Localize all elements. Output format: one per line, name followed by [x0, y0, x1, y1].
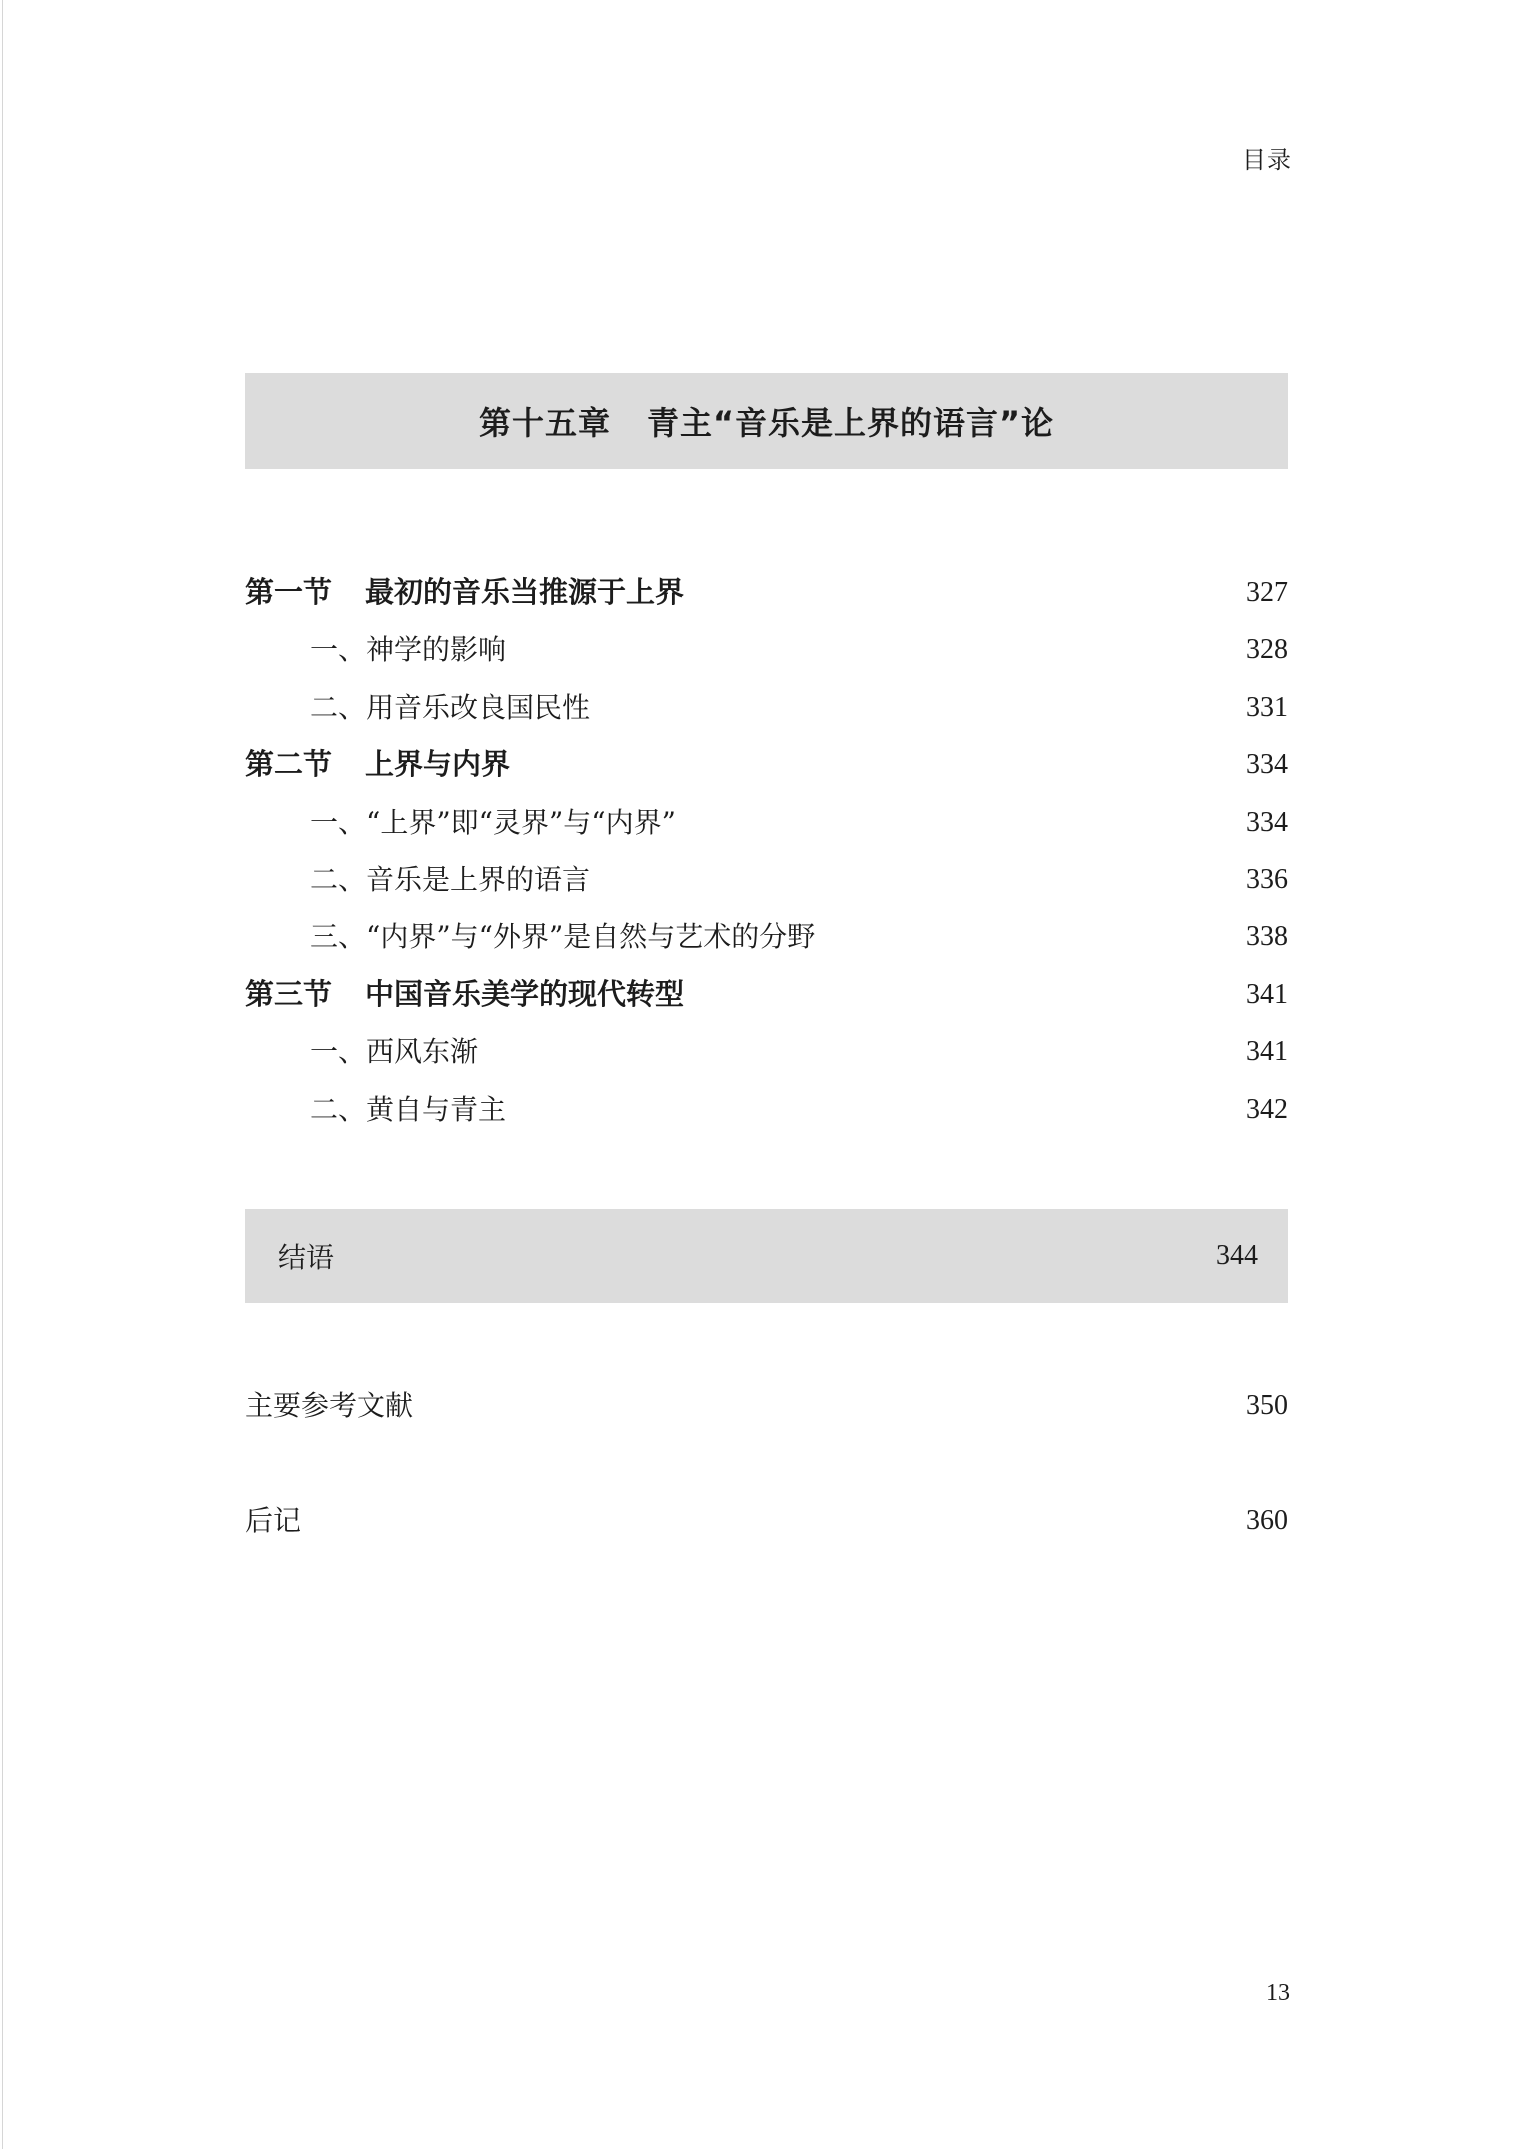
section-title: 中国音乐美学的现代转型 [365, 976, 685, 1011]
item-title: 二、黄自与青主 [310, 1092, 507, 1126]
toc-item-row [245, 1023, 1288, 1080]
references-row [245, 1377, 1288, 1434]
toc-section-row [245, 564, 1288, 621]
item-page-number: 331 [1246, 691, 1288, 723]
section-title: 上界与内界 [365, 747, 511, 782]
toc-section-row [245, 736, 1288, 793]
afterword-page-number: 360 [1246, 1505, 1288, 1536]
section-title: 最初的音乐当推源于上界 [365, 575, 685, 609]
running-header: 目录 [1242, 146, 1292, 174]
conclusion-banner [245, 1209, 1288, 1303]
item-page-number: 338 [1246, 921, 1288, 953]
toc-item-row [245, 621, 1288, 678]
toc-item-row [245, 794, 1288, 851]
toc-item-row [245, 1081, 1288, 1138]
afterword-row [245, 1492, 1288, 1549]
chapter-title: 青主“音乐是上界的语言”论 [646, 404, 1055, 442]
afterword-title: 后记 [245, 1504, 302, 1537]
toc-item-row [245, 908, 1288, 965]
item-title: 三、“内界”与“外界”是自然与艺术的分野 [310, 920, 816, 954]
chapter-number: 第十五章 [478, 404, 611, 442]
section-number: 第三节 [245, 976, 333, 1011]
footer-page-number: 13 [1266, 1980, 1290, 2006]
toc-item-row [245, 679, 1288, 736]
section-page-number: 334 [1246, 749, 1288, 781]
item-title: 一、神学的影响 [310, 633, 507, 667]
section-number: 第一节 [245, 575, 333, 609]
section-page-number: 341 [1246, 978, 1288, 1010]
toc-section-row [245, 966, 1288, 1023]
item-page-number: 342 [1246, 1093, 1288, 1125]
conclusion-page-number: 344 [1216, 1240, 1258, 1271]
item-page-number: 341 [1246, 1036, 1288, 1068]
item-title: 二、用音乐改良国民性 [310, 690, 591, 724]
item-title: 一、西风东渐 [310, 1035, 479, 1069]
references-page-number: 350 [1246, 1390, 1288, 1421]
toc-item-row [245, 851, 1288, 908]
references-title: 主要参考文献 [245, 1389, 414, 1422]
item-title: 一、“上界”即“灵界”与“内界” [310, 805, 676, 839]
conclusion-title: 结语 [278, 1241, 335, 1274]
page-edge [2, 0, 3, 2149]
item-page-number: 336 [1246, 863, 1288, 895]
toc-list [245, 564, 1288, 1138]
item-title: 二、音乐是上界的语言 [310, 862, 591, 896]
section-number: 第二节 [245, 747, 333, 782]
section-page-number: 327 [1246, 577, 1288, 608]
chapter-banner [245, 373, 1288, 469]
item-page-number: 334 [1246, 806, 1288, 838]
item-page-number: 328 [1246, 634, 1288, 666]
